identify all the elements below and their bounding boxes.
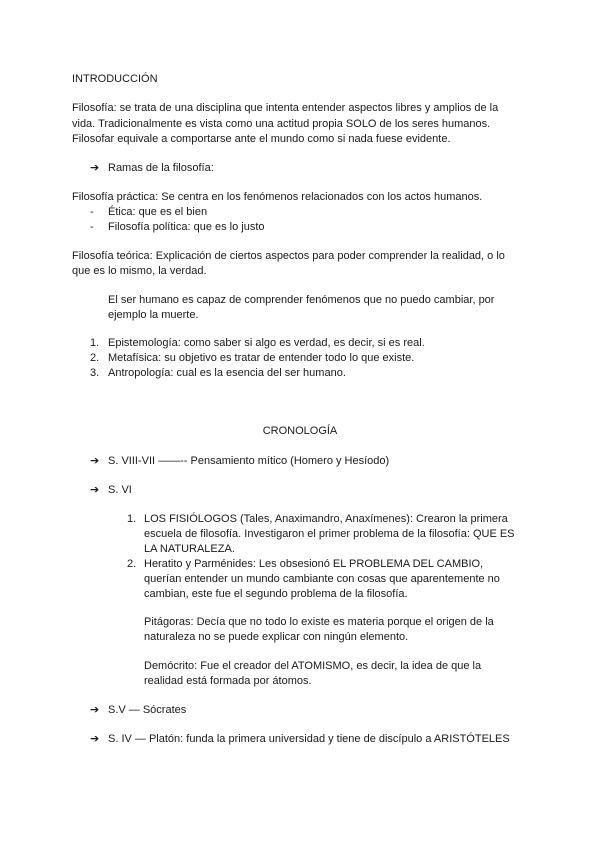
- teorica-line-2: que es lo mismo, la verdad.: [72, 265, 207, 277]
- list-number: 2.: [127, 558, 137, 570]
- democrito-line-1: Demócrito: Fue el creador del ATOMISMO, es decir, la idea de que la: [144, 660, 482, 672]
- fisiologos-line-3: LA NATURALEZA.: [144, 543, 235, 555]
- ser-humano-line-1: El ser humano es capaz de comprender fenómenos que no puedo cambiar, por: [108, 294, 495, 306]
- crono-s6: S. VI: [108, 484, 132, 496]
- bullet-dash-icon: -: [90, 221, 94, 233]
- practica-item-politica: Filosofía política: que es lo justo: [108, 221, 265, 233]
- list-item-antropologia: Antropología: cual es la esencia del ser humano.: [108, 367, 346, 379]
- practica-item-etica: Ética: que es el bien: [108, 206, 208, 218]
- heratito-line-3: cambian, este fue el segundo problema de la filosofía.: [144, 588, 408, 600]
- ser-humano-line-2: ejemplo la muerte.: [108, 309, 199, 321]
- fisiologos-line-2: escuela de filosofía. Investigaron el primer problema de la filosofía: QUE ES: [144, 528, 515, 540]
- arrow-icon: ➔: [90, 704, 100, 716]
- intro-para-line-1: Filosofía: se trata de una disciplina que intenta entender aspectos libres y amplios de la: [72, 102, 499, 114]
- fisiologos-line-1: LOS FISIÓLOGOS (Tales, Anaximandro, Anaxímenes): Crearon la primera: [144, 513, 508, 525]
- crono-s8: S. VIII-VII ——-- Pensamiento mítico (Homero y Hesíodo): [108, 455, 390, 467]
- practica-line: Filosofía práctica: Se centra en los fenómenos relacionados con los actos humanos.: [72, 191, 483, 203]
- intro-heading: INTRODUCCIÓN: [72, 73, 158, 85]
- list-number: 1.: [127, 513, 137, 525]
- pitagoras-line-1: Pitágoras: Decía que no todo lo existe es materia porque el origen de la: [144, 616, 494, 628]
- teorica-line-1: Filosofía teórica: Explicación de ciertos aspectos para poder comprender la realidad, o lo: [72, 250, 505, 262]
- ramas-label: Ramas de la filosofía:: [108, 162, 214, 174]
- intro-para-line-3: Filosofar equivale a comportarse ante el mundo como si nada fuese evidente.: [72, 133, 451, 145]
- arrow-icon: ➔: [90, 162, 100, 174]
- pitagoras-line-2: naturaleza no se puede explicar con ningún elemento.: [144, 631, 409, 643]
- heratito-line-2: querían entender un mundo cambiante con cosas que aparentemente no: [144, 573, 500, 585]
- arrow-icon: ➔: [90, 455, 100, 467]
- intro-para-line-2: vida. Tradicionalmente es vista como una actitud propia SOLO de los seres humanos.: [72, 118, 491, 130]
- arrow-icon: ➔: [90, 733, 100, 745]
- list-number: 2.: [90, 352, 100, 364]
- list-item-metafisica: Metafísica: su objetivo es tratar de entender todo lo que existe.: [108, 352, 415, 364]
- list-item-epistemologia: Epistemología: como saber si algo es verdad, es decir, si es real.: [108, 337, 425, 349]
- arrow-icon: ➔: [90, 484, 100, 496]
- crono-heading: CRONOLOGÍA: [262, 425, 338, 437]
- crono-s4: S. IV — Platón: funda la primera universidad y tiene de discípulo a ARISTÓTELES: [108, 733, 510, 745]
- heratito-line-1: Heratito y Parménides: Les obsesionó EL PROBLEMA DEL CAMBIO,: [144, 558, 484, 570]
- list-number: 3.: [90, 367, 100, 379]
- crono-s5: S.V — Sócrates: [108, 704, 187, 716]
- bullet-dash-icon: -: [90, 206, 94, 218]
- list-number: 1.: [90, 337, 100, 349]
- democrito-line-2: realidad está formada por átomos.: [144, 675, 312, 687]
